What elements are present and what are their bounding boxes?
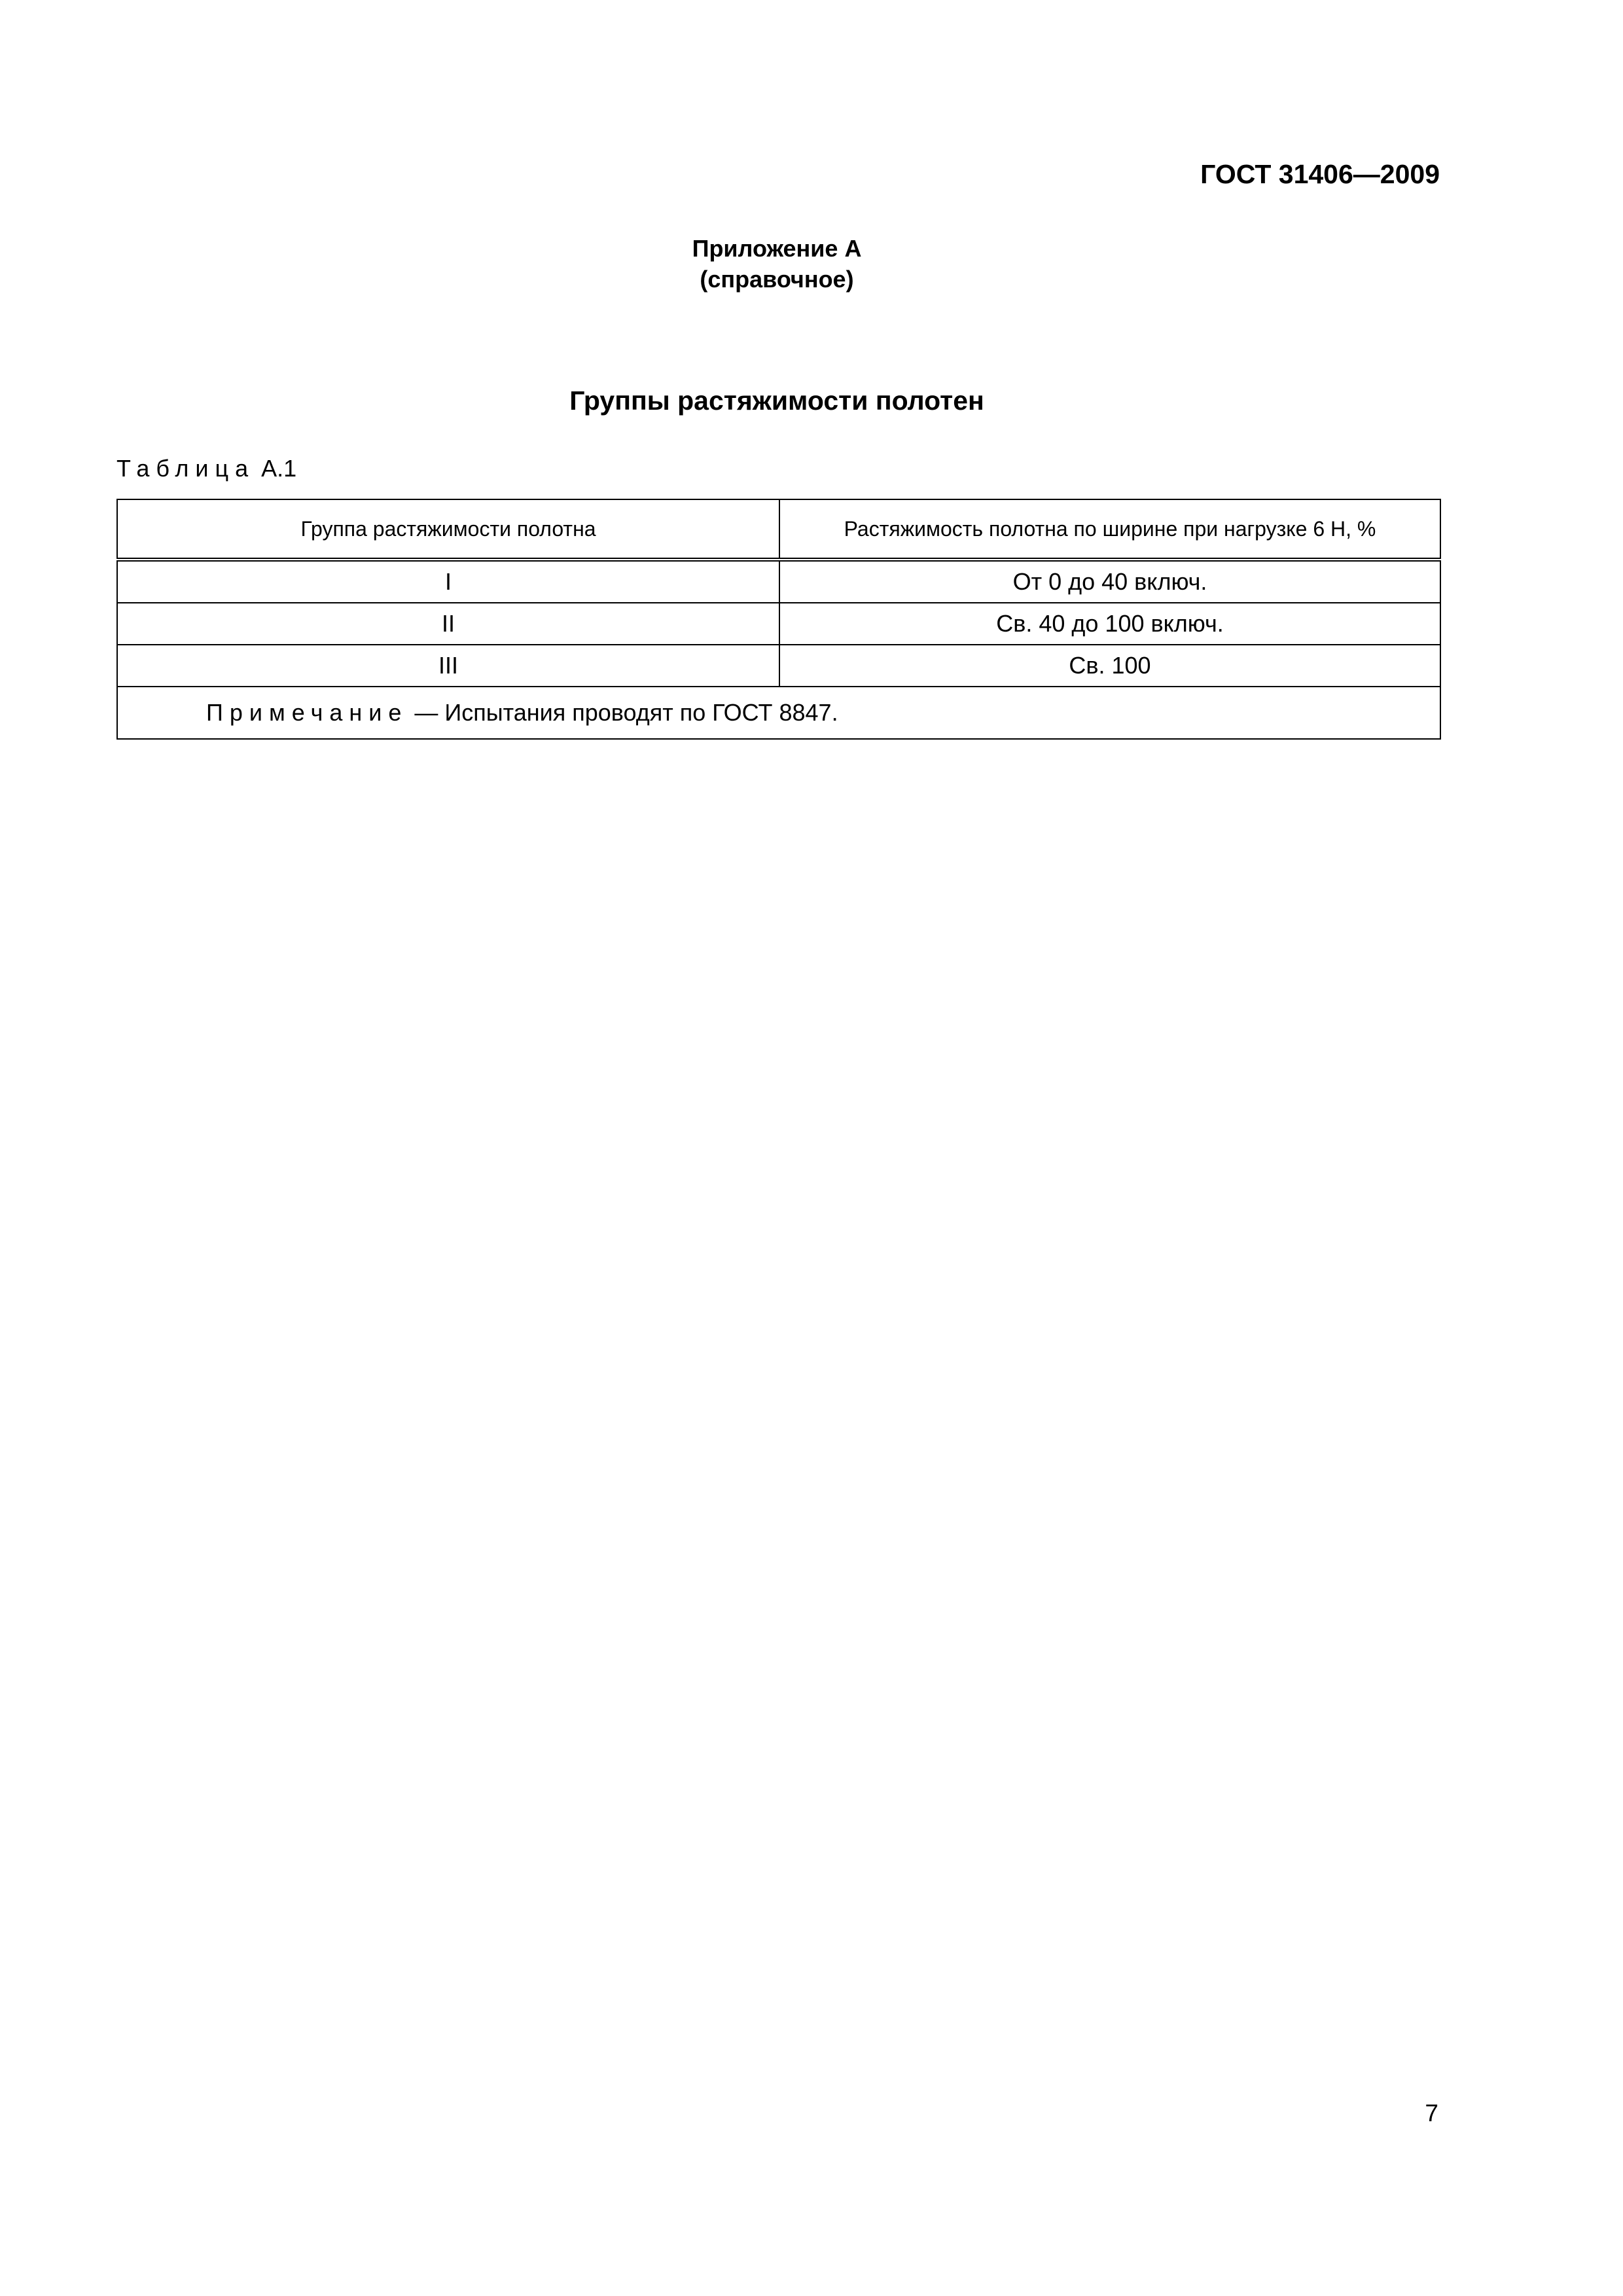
page-number: 7: [1425, 2100, 1438, 2126]
column-header-group: Группа растяжимости полотна: [117, 499, 779, 560]
table-header-row: [117, 499, 1440, 560]
table-row: [117, 603, 1440, 645]
table-caption-number: А.1: [261, 455, 297, 482]
table-cell-group: II: [117, 603, 779, 645]
document-code: ГОСТ 31406—2009: [1200, 159, 1440, 189]
table-caption-word: Таблица: [116, 455, 255, 482]
table-note-row: [117, 687, 1440, 739]
column-header-stretch: Растяжимость полотна по ширине при нагрузке 6 Н, %: [779, 499, 1440, 560]
table-cell-stretch: От 0 до 40 включ.: [779, 560, 1440, 603]
table-note: [117, 687, 1440, 739]
table-cell-stretch: Св. 40 до 100 включ.: [779, 603, 1440, 645]
appendix-heading: [0, 233, 1554, 295]
note-label: Примечание: [206, 699, 408, 726]
table-cell-stretch: Св. 100: [779, 645, 1440, 687]
appendix-title: Приложение А: [692, 235, 862, 262]
appendix-subtitle: (справочное): [700, 266, 854, 293]
table-row: [117, 560, 1440, 603]
table-caption: [116, 457, 296, 480]
stretch-groups-table: [116, 499, 1441, 740]
note-text: — Испытания проводят по ГОСТ 8847.: [408, 699, 838, 726]
table-cell-group: I: [117, 560, 779, 603]
section-title: Группы растяжимости полотен: [569, 386, 984, 416]
table-cell-group: III: [117, 645, 779, 687]
table-row: [117, 645, 1440, 687]
